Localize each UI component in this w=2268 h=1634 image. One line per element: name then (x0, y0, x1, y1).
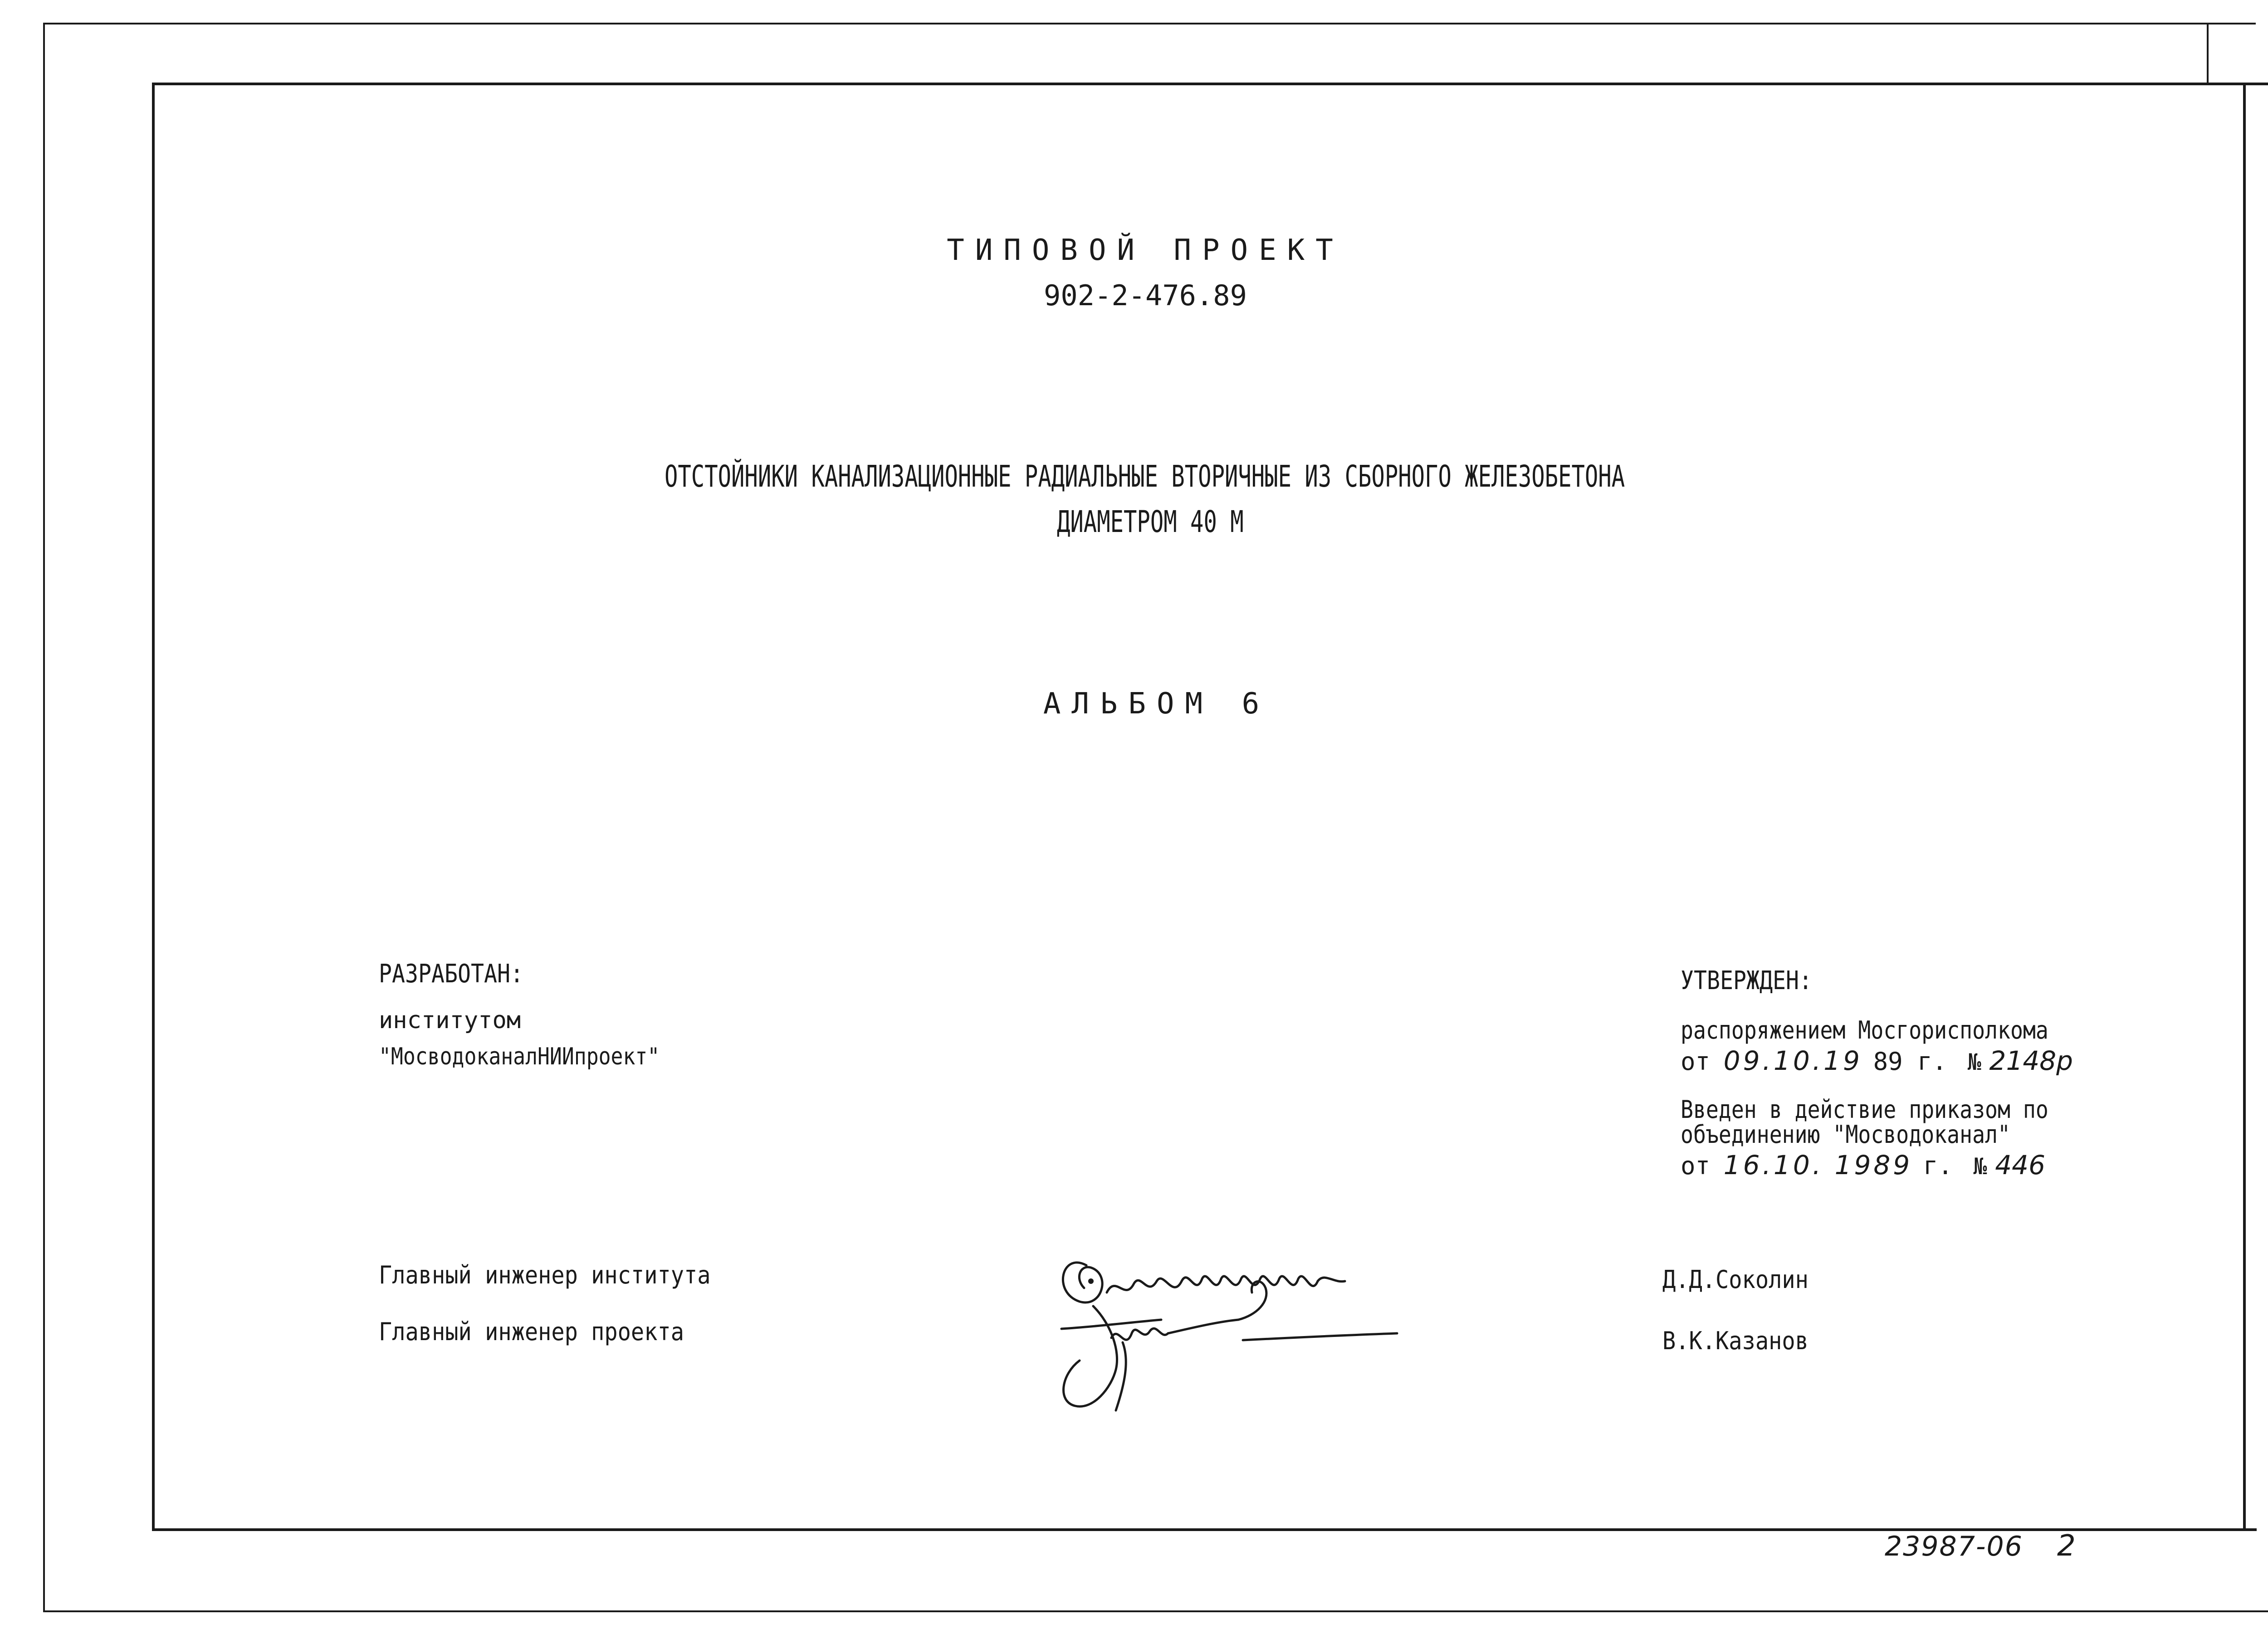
inner-top-border (152, 83, 2268, 85)
album-label: АЛЬБОМ 6 (1043, 687, 1271, 721)
intro-from-label: от (1681, 1151, 1711, 1180)
name-sokolin: Д.Д.Соколин (1662, 1265, 1809, 1294)
order-number: 2148р (1989, 1045, 2073, 1076)
approved-order-line-1: распоряжением Мосгорисполкома (1681, 1016, 2048, 1044)
project-number: 902-2-476.89 (1044, 279, 1247, 312)
intro-line-2: объединению "Мосводоканал" (1681, 1120, 2010, 1149)
order-from-label: от (1681, 1047, 1711, 1076)
outer-left-border (43, 23, 45, 1612)
intro-line-1: Введен в действие приказом по (1681, 1095, 2048, 1124)
project-type: ТИПОВОЙ ПРОЕКТ (947, 234, 1344, 267)
doc-number: 23987-06 (1885, 1531, 2023, 1562)
order-year-suffix: 89 г. (1873, 1047, 1947, 1076)
outer-top-border (43, 23, 2256, 24)
intro-number-sign: № (1973, 1153, 1987, 1180)
intro-date: 16.10. 1989 (1723, 1150, 1913, 1180)
developed-line-2: "МосводоканалНИИпроект" (379, 1043, 660, 1070)
intro-year-suffix: г. (1923, 1151, 1953, 1180)
name-kazanov: В.К.Казанов (1662, 1327, 1809, 1355)
title-line-2: ДИАМЕТРОМ 40 М (1057, 504, 1244, 539)
signature-scribbles (1043, 1224, 1429, 1415)
outer-bottom-border (43, 1610, 2268, 1612)
role-chief-engineer-project: Главный инженер проекта (379, 1317, 684, 1346)
sheet-number: 2 (2057, 1529, 2076, 1563)
intro-number: 446 (1995, 1150, 2045, 1180)
corner-box-left (2207, 23, 2209, 84)
approved-order-line-2 (1681, 1045, 2073, 1076)
order-number-sign: № (1967, 1049, 1981, 1075)
developed-heading: РАЗРАБОТАН: (379, 959, 523, 989)
developed-line-1: институтом (379, 1007, 521, 1034)
role-chief-engineer-institute: Главный инженер института (379, 1261, 711, 1289)
inner-right-border (2243, 83, 2246, 1531)
approved-heading: УТВЕРЖДЕН: (1681, 966, 1812, 995)
intro-line-3 (1681, 1150, 2045, 1180)
order-date: 09.10.19 (1723, 1045, 1862, 1076)
title-line-1: ОТСТОЙНИКИ КАНАЛИЗАЦИОННЫЕ РАДИАЛЬНЫЕ ВТОРИЧНЫЕ ИЗ СБОРНОГО ЖЕЛЕЗОБЕТОНА (665, 459, 1625, 494)
inner-left-border (152, 83, 155, 1530)
